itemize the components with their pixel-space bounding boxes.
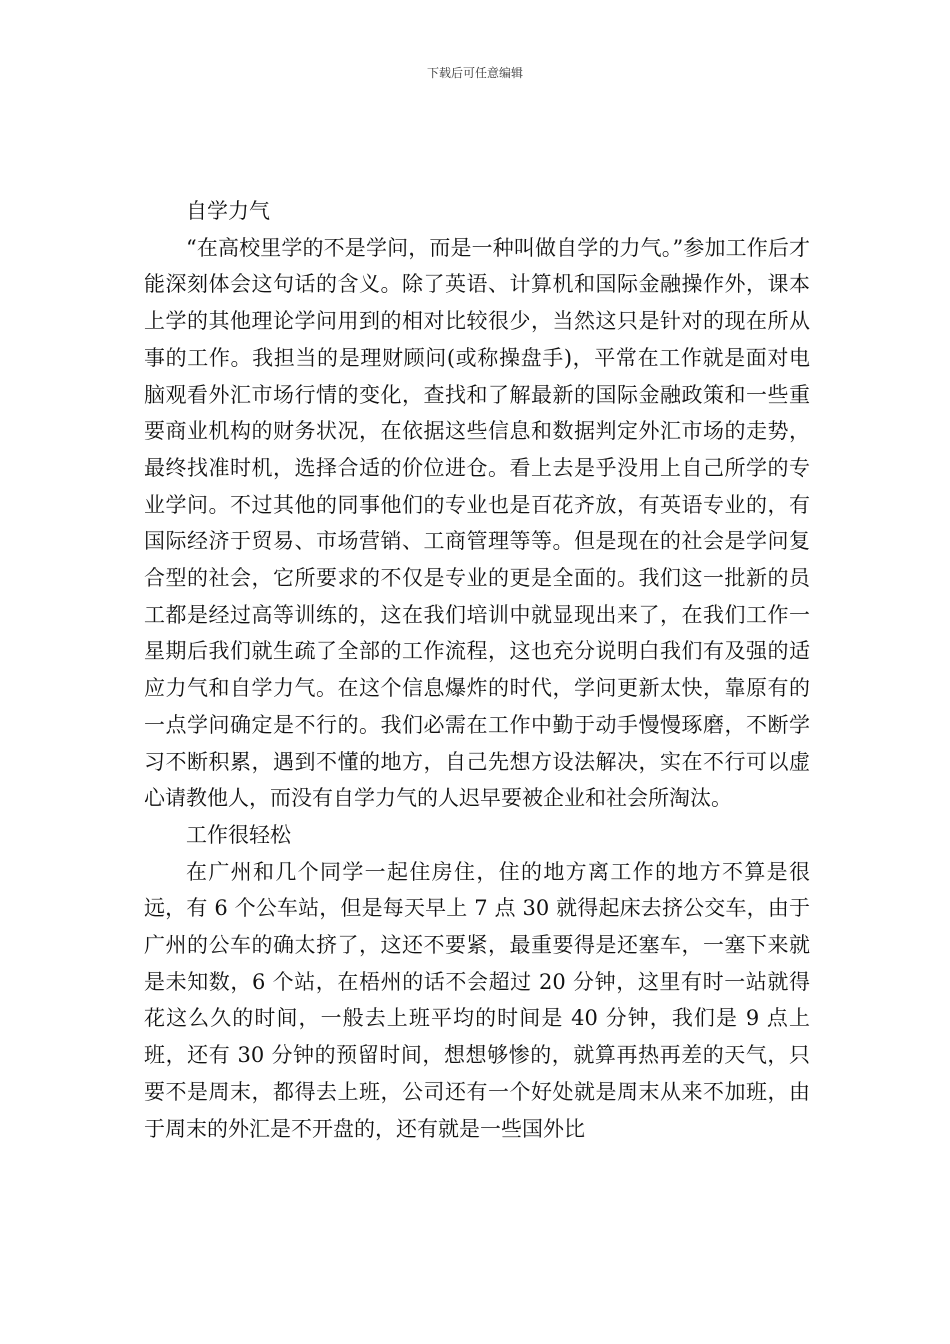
section-paragraph-easy-work: 在广州和几个同学一起住房住，住的地方离工作的地方不算是很远，有 6 个公车站，但是每天早上 7 点 30 就得起床去挤公交车，由于广州的公车的确太挤了，这还不要紧，最重要得是还塞车，一塞下来就是未知数，6 个站，在梧州的话不会超过 20 分钟，这里有时一站就得花这么久的时间，一般去上班平均的时间是 40 分钟，我们是 9 点上班，还有 30 分钟的预留时间，想想够惨的，就算再热再差的天气，只要不是周末，都得去上班，公司还有一个好处就是周末从来不加班，由于周末的外汇是不开盘的，还有就是一些国外比 <box>144 859 810 1141</box>
section-heading-self-study: 自学力气 <box>186 199 270 223</box>
page-header-note: 下载后可任意编辑 <box>426 66 523 80</box>
document-body <box>144 193 810 1147</box>
section-heading-easy-work: 工作很轻松 <box>186 822 291 847</box>
section-paragraph-self-study: “在高校里学的不是学问，而是一种叫做自学的力气。”参加工作后才能深刻体会这句话的含义。除了英语、计算机和国际金融操作外，课本上学的其他理论学问用到的相对比较很少，当然这只是针对的现在所从事的工作。我担当的是理财顾问(或称操盘手)，平常在工作就是面对电脑观看外汇市场行情的变化，查找和了解最新的国际金融政策和一些重要商业机构的财务状况，在依据这些信息和数据判定外汇市场的走势，最终找准时机，选择合适的价位进仓。看上去是乎没用上自己所学的专业学问。不过其他的同事他们的专业也是百花齐放，有英语专业的，有国际经济于贸易、市场营销、工商管理等等。但是现在的社会是学问复合型的社会，它所要求的不仅是专业的更是全面的。我们这一批新的员工都是经过高等训练的，这在我们培训中就显现出来了，在我们工作一星期后我们就生疏了全部的工作流程，这也充分说明白我们有及强的适应力气和自学力气。在这个信息爆炸的时代，学问更新太快，靠原有的一点学问确定是不行的。我们必需在工作中勤于动手慢慢琢磨，不断学习不断积累，遇到不懂的地方，自己先想方设法解决，实在不行可以虚心请教他人，而没有自学力气的人迟早要被企业和社会所淘汰。 <box>144 235 810 811</box>
